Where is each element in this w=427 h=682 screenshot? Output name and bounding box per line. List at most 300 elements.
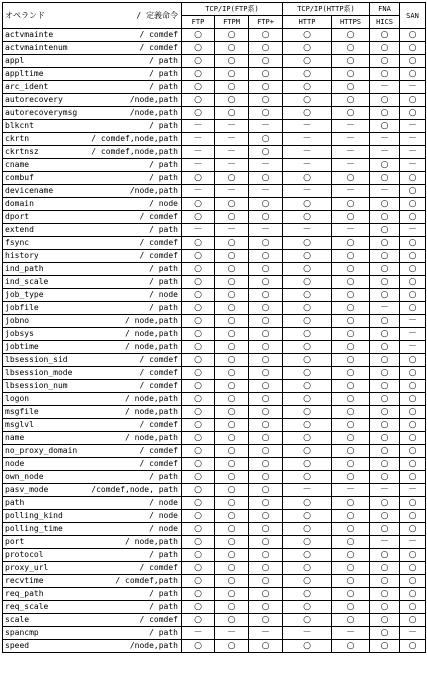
support-mark: － [400, 484, 426, 497]
definition-command: /comdef,node, path [91, 485, 178, 494]
definition-command: / comdef [139, 459, 178, 468]
table-row [3, 471, 426, 484]
operand-name: combuf [5, 173, 34, 182]
support-mark: ○ [283, 601, 332, 614]
operand-cell [3, 341, 182, 354]
support-mark: ○ [370, 107, 400, 120]
support-mark: ○ [215, 562, 249, 575]
support-mark: － [400, 81, 426, 94]
support-mark: － [370, 484, 400, 497]
support-mark: ○ [182, 237, 215, 250]
support-mark: － [400, 224, 426, 237]
support-mark: ○ [182, 107, 215, 120]
support-mark: ○ [249, 406, 283, 419]
support-mark: ○ [283, 289, 332, 302]
operand-name: scale [5, 615, 30, 624]
support-mark: ○ [249, 211, 283, 224]
support-mark: ○ [400, 614, 426, 627]
definition-command: / path [149, 303, 178, 312]
table-row [3, 159, 426, 172]
table-row [3, 107, 426, 120]
operand-name: pasv_mode [5, 485, 49, 494]
operand-cell [3, 406, 182, 419]
table-row [3, 289, 426, 302]
operand-name: name [5, 433, 25, 442]
operand-name: jobno [5, 316, 30, 325]
support-mark: ○ [332, 575, 370, 588]
support-mark: ○ [215, 81, 249, 94]
support-mark: ○ [182, 263, 215, 276]
operand-cell [3, 107, 182, 120]
support-mark: ○ [182, 419, 215, 432]
support-mark: ○ [332, 94, 370, 107]
support-mark: ○ [370, 237, 400, 250]
support-mark: － [400, 536, 426, 549]
operand-name: jobtime [5, 342, 39, 351]
operand-cell [3, 276, 182, 289]
support-mark: ○ [249, 29, 283, 42]
support-mark: ○ [400, 237, 426, 250]
operand-name: lbsession_sid [5, 355, 68, 364]
table-row [3, 198, 426, 211]
support-mark: － [400, 133, 426, 146]
support-mark: ○ [215, 523, 249, 536]
support-mark: ○ [182, 315, 215, 328]
support-mark: ○ [370, 55, 400, 68]
support-mark: ○ [182, 42, 215, 55]
support-mark: － [283, 146, 332, 159]
definition-command: / path [149, 277, 178, 286]
support-mark: ○ [332, 601, 370, 614]
support-mark: ○ [182, 575, 215, 588]
support-mark: ○ [332, 393, 370, 406]
table-row [3, 406, 426, 419]
operand-name: job_type [5, 290, 44, 299]
support-mark: ○ [249, 510, 283, 523]
support-mark: ○ [249, 289, 283, 302]
support-mark: ○ [249, 302, 283, 315]
support-mark: ○ [249, 484, 283, 497]
operand-name: msgfile [5, 407, 39, 416]
support-mark: ○ [249, 315, 283, 328]
support-mark: － [370, 302, 400, 315]
support-mark: ○ [249, 575, 283, 588]
operand-name: spancmp [5, 628, 39, 637]
support-mark: ○ [332, 510, 370, 523]
operand-cell [3, 237, 182, 250]
support-mark: ○ [332, 523, 370, 536]
support-mark: ○ [215, 328, 249, 341]
support-mark: ○ [332, 341, 370, 354]
operand-name: jobfile [5, 303, 39, 312]
operand-cell [3, 133, 182, 146]
support-mark: ○ [370, 289, 400, 302]
support-mark: ○ [332, 445, 370, 458]
support-mark: ○ [215, 419, 249, 432]
operand-name: no_proxy_domain [5, 446, 78, 455]
support-mark: － [332, 146, 370, 159]
support-mark: ○ [182, 588, 215, 601]
support-mark: ○ [182, 510, 215, 523]
support-mark: ○ [215, 68, 249, 81]
operand-cell [3, 471, 182, 484]
operand-support-table [2, 2, 426, 653]
table-row [3, 484, 426, 497]
support-mark: ○ [370, 276, 400, 289]
support-mark: ○ [283, 419, 332, 432]
table-row [3, 315, 426, 328]
support-mark: ○ [283, 380, 332, 393]
support-mark: － [215, 185, 249, 198]
support-mark: ○ [249, 640, 283, 653]
support-mark: － [400, 328, 426, 341]
definition-command: / node,path [125, 316, 178, 325]
operand-cell [3, 484, 182, 497]
support-mark: ○ [370, 523, 400, 536]
support-mark: ○ [332, 562, 370, 575]
support-mark: ○ [400, 432, 426, 445]
table-row [3, 432, 426, 445]
support-mark: ○ [215, 172, 249, 185]
operand-name: autorecovery [5, 95, 63, 104]
support-mark: ○ [215, 588, 249, 601]
definition-command: /node,path [129, 95, 178, 104]
support-mark: ○ [215, 107, 249, 120]
column-header-ftp-plus: FTP+ [249, 16, 283, 29]
operand-name: own_node [5, 472, 44, 481]
support-mark: ○ [283, 640, 332, 653]
definition-command: / comdef [139, 355, 178, 364]
group-header-san: SAN [400, 3, 426, 29]
support-mark: － [249, 627, 283, 640]
support-mark: ○ [370, 458, 400, 471]
support-mark: － [215, 159, 249, 172]
support-mark: ○ [332, 549, 370, 562]
support-mark: ○ [283, 315, 332, 328]
definition-command: / path [149, 69, 178, 78]
support-mark: ○ [249, 250, 283, 263]
definition-command: /node,path [129, 186, 178, 195]
support-mark: － [182, 146, 215, 159]
operand-name: jobsys [5, 329, 34, 338]
support-mark: ○ [249, 328, 283, 341]
support-mark: ○ [182, 172, 215, 185]
support-mark: ○ [370, 445, 400, 458]
operand-cell [3, 536, 182, 549]
support-mark: ○ [215, 276, 249, 289]
support-mark: ○ [215, 640, 249, 653]
support-mark: ○ [249, 55, 283, 68]
support-mark: ○ [249, 263, 283, 276]
operand-name: lbsession_mode [5, 368, 73, 377]
support-mark: ○ [283, 328, 332, 341]
support-mark: ○ [215, 549, 249, 562]
support-mark: ○ [215, 510, 249, 523]
support-mark: ○ [400, 211, 426, 224]
support-mark: ○ [249, 68, 283, 81]
table-row [3, 601, 426, 614]
support-mark: ○ [249, 172, 283, 185]
support-mark: － [215, 120, 249, 133]
support-mark: ○ [332, 497, 370, 510]
table-row [3, 614, 426, 627]
table-row [3, 237, 426, 250]
support-mark: ○ [249, 562, 283, 575]
definition-command: / comdef [139, 563, 178, 572]
support-mark: ○ [283, 250, 332, 263]
table-row [3, 120, 426, 133]
support-mark: ○ [283, 68, 332, 81]
support-mark: ○ [332, 458, 370, 471]
operand-column-header [3, 3, 182, 29]
support-mark: ○ [400, 445, 426, 458]
support-mark: ○ [370, 562, 400, 575]
operand-name: node [5, 459, 25, 468]
support-mark: ○ [370, 159, 400, 172]
support-mark: ○ [249, 367, 283, 380]
support-mark: ○ [400, 393, 426, 406]
support-mark: ○ [283, 198, 332, 211]
support-mark: ○ [283, 211, 332, 224]
support-mark: ○ [332, 42, 370, 55]
operand-name: path [5, 498, 25, 507]
support-mark: ○ [215, 289, 249, 302]
support-mark: ○ [215, 458, 249, 471]
support-mark: ○ [370, 601, 400, 614]
support-mark: － [249, 185, 283, 198]
support-mark: ○ [370, 315, 400, 328]
support-mark: ○ [332, 419, 370, 432]
table-row [3, 81, 426, 94]
definition-command: / path [149, 589, 178, 598]
operand-name: polling_time [5, 524, 63, 533]
support-mark: ○ [370, 588, 400, 601]
definition-command: / comdef [139, 368, 178, 377]
support-mark: － [283, 120, 332, 133]
support-mark: ○ [249, 341, 283, 354]
support-mark: ○ [249, 237, 283, 250]
operand-cell [3, 263, 182, 276]
operand-name: actvmaintenum [5, 43, 68, 52]
operand-name: ind_scale [5, 277, 49, 286]
support-mark: ○ [283, 263, 332, 276]
operand-cell [3, 55, 182, 68]
definition-command: / comdef,node,path [91, 147, 178, 156]
support-mark: ○ [400, 419, 426, 432]
group-header-http: TCP/IP(HTTP系) [283, 3, 370, 16]
definition-command: / comdef,node,path [91, 134, 178, 143]
operand-name: dport [5, 212, 30, 221]
support-mark: ○ [370, 497, 400, 510]
support-mark: － [332, 224, 370, 237]
support-mark: ○ [370, 263, 400, 276]
support-mark: ○ [283, 549, 332, 562]
operand-name: ind_path [5, 264, 44, 273]
definition-command: / comdef [139, 238, 178, 247]
support-mark: ○ [215, 94, 249, 107]
support-mark: ○ [182, 523, 215, 536]
support-mark: ○ [182, 81, 215, 94]
table-row [3, 185, 426, 198]
support-mark: － [249, 159, 283, 172]
support-mark: ○ [370, 419, 400, 432]
definition-command: / comdef [139, 615, 178, 624]
support-mark: ○ [182, 497, 215, 510]
support-mark: ○ [283, 341, 332, 354]
table-body [3, 29, 426, 653]
operand-name: lbsession_num [5, 381, 68, 390]
support-mark: － [332, 484, 370, 497]
operand-cell [3, 81, 182, 94]
support-mark: ○ [332, 55, 370, 68]
definition-command: / node,path [125, 407, 178, 416]
support-mark: ○ [283, 302, 332, 315]
support-mark: ○ [283, 432, 332, 445]
support-mark: ○ [400, 549, 426, 562]
support-mark: － [283, 133, 332, 146]
support-mark: ○ [215, 354, 249, 367]
table-row [3, 510, 426, 523]
support-mark: ○ [182, 549, 215, 562]
support-mark: ○ [283, 588, 332, 601]
support-mark: ○ [182, 289, 215, 302]
support-mark: － [400, 159, 426, 172]
support-mark: ○ [249, 146, 283, 159]
operand-cell [3, 445, 182, 458]
support-mark: ○ [249, 471, 283, 484]
support-mark: ○ [283, 172, 332, 185]
support-mark: ○ [215, 575, 249, 588]
support-mark: － [370, 185, 400, 198]
operand-cell [3, 419, 182, 432]
table-row [3, 627, 426, 640]
support-mark: ○ [283, 523, 332, 536]
definition-command: / comdef [139, 251, 178, 260]
operand-cell [3, 614, 182, 627]
support-mark: ○ [332, 406, 370, 419]
support-mark: ○ [400, 354, 426, 367]
support-mark: ○ [182, 562, 215, 575]
table-row [3, 458, 426, 471]
operand-cell [3, 68, 182, 81]
group-header-ftp: TCP/IP(FTP系) [182, 3, 283, 16]
support-mark: ○ [370, 198, 400, 211]
support-mark: ○ [249, 549, 283, 562]
support-mark: ○ [182, 393, 215, 406]
operand-cell [3, 510, 182, 523]
table-row [3, 211, 426, 224]
support-mark: － [215, 146, 249, 159]
support-mark: ○ [283, 94, 332, 107]
support-mark: ○ [283, 497, 332, 510]
definition-command: / comdef [139, 212, 178, 221]
support-mark: ○ [332, 614, 370, 627]
column-header-http: HTTP [283, 16, 332, 29]
support-mark: ○ [283, 471, 332, 484]
table-row [3, 419, 426, 432]
definition-command: / node [149, 290, 178, 299]
operand-name: ckrtnsz [5, 147, 39, 156]
support-mark: ○ [400, 562, 426, 575]
operand-cell [3, 198, 182, 211]
support-mark: ○ [283, 237, 332, 250]
definition-command: / path [149, 160, 178, 169]
definition-command: / path [149, 264, 178, 273]
support-mark: ○ [215, 367, 249, 380]
support-mark: ○ [182, 211, 215, 224]
support-mark: ○ [400, 263, 426, 276]
support-mark: ○ [370, 42, 400, 55]
definition-command: / node,path [125, 537, 178, 546]
support-mark: ○ [182, 367, 215, 380]
support-mark: ○ [215, 55, 249, 68]
support-mark: ○ [249, 107, 283, 120]
support-mark: － [370, 133, 400, 146]
support-mark: ○ [249, 588, 283, 601]
table-row [3, 445, 426, 458]
operand-cell [3, 627, 182, 640]
support-mark: － [182, 185, 215, 198]
support-mark: ○ [283, 354, 332, 367]
support-mark: ○ [182, 94, 215, 107]
table-row [3, 562, 426, 575]
definition-command: / path [149, 82, 178, 91]
definition-command: / path [149, 550, 178, 559]
definition-command: / path [149, 56, 178, 65]
table-row [3, 94, 426, 107]
definition-command: / path [149, 472, 178, 481]
support-mark: ○ [400, 276, 426, 289]
support-mark: ○ [370, 328, 400, 341]
table-row [3, 263, 426, 276]
support-mark: ○ [332, 250, 370, 263]
support-mark: ○ [370, 575, 400, 588]
support-mark: ○ [283, 406, 332, 419]
operand-name: req_scale [5, 602, 49, 611]
support-mark: － [370, 536, 400, 549]
operand-cell [3, 354, 182, 367]
support-mark: ○ [182, 250, 215, 263]
operand-cell [3, 185, 182, 198]
support-mark: ○ [215, 393, 249, 406]
operand-cell [3, 523, 182, 536]
support-mark: ○ [332, 81, 370, 94]
support-mark: ○ [332, 68, 370, 81]
support-mark: ○ [283, 458, 332, 471]
operand-cell [3, 159, 182, 172]
operand-name: recvtime [5, 576, 44, 585]
operand-cell [3, 29, 182, 42]
support-mark: ○ [370, 68, 400, 81]
support-mark: － [370, 81, 400, 94]
support-mark: ○ [215, 497, 249, 510]
support-mark: ○ [400, 250, 426, 263]
support-mark: ○ [370, 211, 400, 224]
support-mark: － [400, 315, 426, 328]
support-mark: ○ [182, 341, 215, 354]
support-mark: ○ [400, 42, 426, 55]
operand-cell [3, 250, 182, 263]
support-mark: ○ [215, 536, 249, 549]
support-mark: ○ [370, 393, 400, 406]
operand-cell [3, 458, 182, 471]
support-mark: ○ [249, 523, 283, 536]
support-mark: ○ [249, 354, 283, 367]
definition-command: / path [149, 173, 178, 182]
support-mark: ○ [370, 380, 400, 393]
operand-cell [3, 211, 182, 224]
definition-command: / node,path [125, 394, 178, 403]
